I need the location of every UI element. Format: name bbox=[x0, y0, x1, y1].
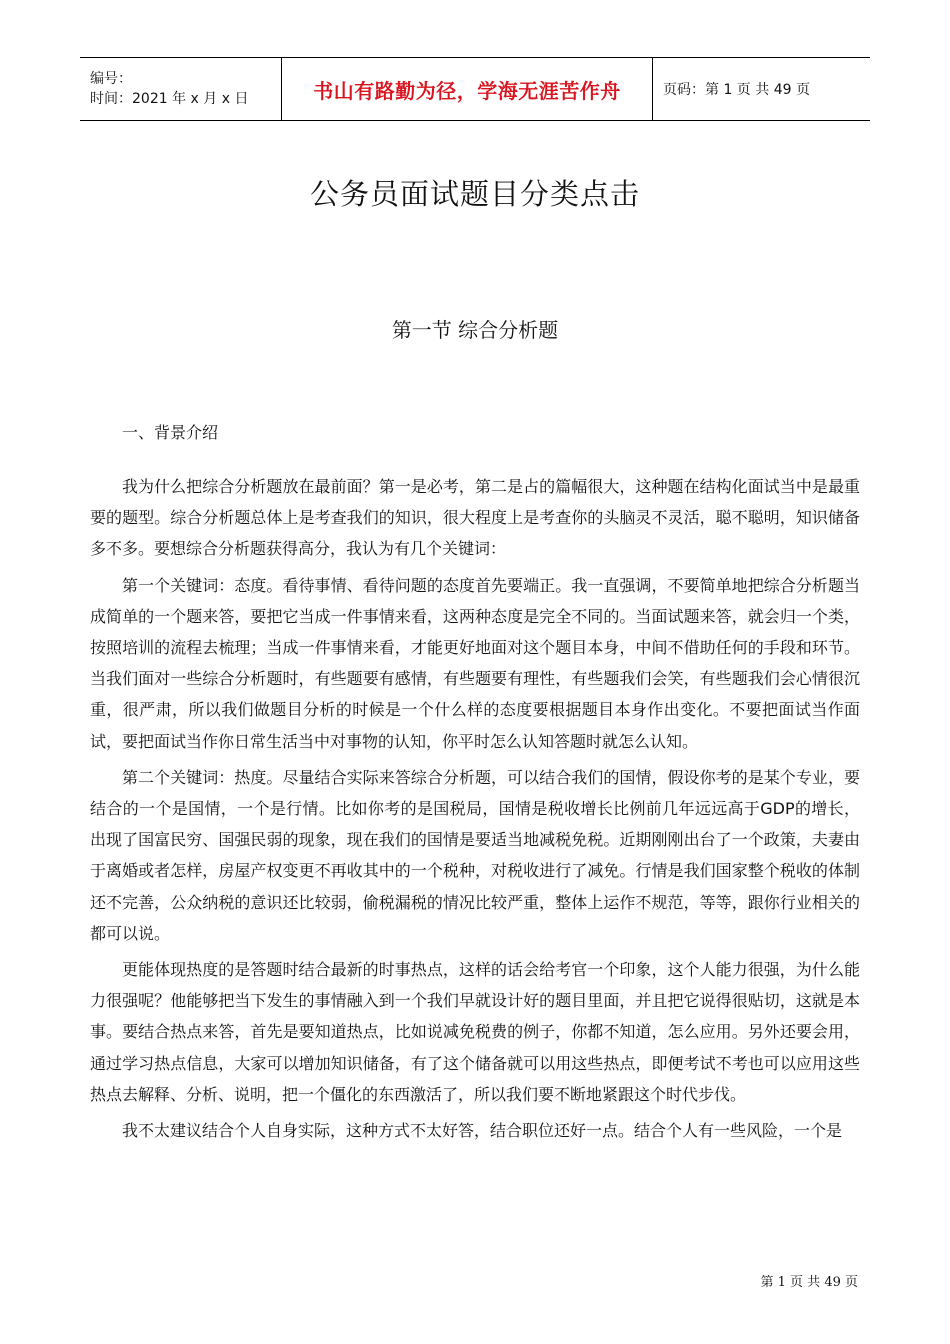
header-meta bbox=[80, 58, 281, 120]
paragraph: 更能体现热度的是答题时结合最新的时事热点，这样的话会给考官一个印象，这个人能力很强，为什么能力很强呢？他能够把当下发生的事情融入到一个我们早就设计好的题目里面，并且把它说得很贴切，这就是本事。要结合热点来答，首先是要知道热点，比如说减免税费的例子，你都不知道，怎么应用。另外还要会用，通过学习热点信息，大家可以增加知识储备，有了这个储备就可以用这些热点，即便考试不考也可以应用这些热点去解释、分析、说明，把一个僵化的东西激活了，所以我们要不断地紧跟这个时代步伐。 bbox=[90, 960, 860, 1104]
header-page-code: 页码：第 1 页 共 49 页 bbox=[663, 82, 810, 98]
document-body bbox=[90, 471, 860, 1151]
document-number-label: 编号： bbox=[90, 71, 132, 87]
paragraph: 第二个关键词：热度。尽量结合实际来答综合分析题，可以结合我们的国情，假设你考的是某个专业，要结合的一个是国情，一个是行情。比如你考的是国税局，国情是税收增长比例前几年远远高于GDP的增长，出现了国富民穷、国强民弱的现象，现在我们的国情是要适当地减税免税。近期刚刚出台了一个政策，夫妻由于离婚或者怎样，房屋产权变更不再收其中的一个税种，对税收进行了减免。行情是我们国家整个税收的体制还不完善，公众纳税的意识还比较弱，偷税漏税的情况比较严重，整体上运作不规范，等等，跟你行业相关的都可以说。 bbox=[90, 767, 860, 943]
section-title: 第一节 综合分析题 bbox=[391, 318, 559, 342]
document-title: 公务员面试题目分类点击 bbox=[309, 177, 640, 211]
subheading-background: 一、背景介绍 bbox=[122, 423, 219, 442]
page-header bbox=[80, 57, 870, 121]
paragraph: 我不太建议结合个人自身实际，这种方式不太好答，结合职位还好一点。结合个人有一些风险，一个是 bbox=[122, 1121, 843, 1141]
document-time-label: 时间：2021 年 x 月 x 日 bbox=[90, 91, 249, 107]
paragraph: 第一个关键词：态度。看待事情、看待问题的态度首先要端正。我一直强调，不要简单地把综合分析题当成简单的一个题来答，要把它当成一件事情来看，这两种态度是完全不同的。当面试题来答，就会归一个类，按照培训的流程去梳理；当成一件事情来看，才能更好地面对这个题目本身，中间不借助任何的手段和环节。当我们面对一些综合分析题时，有些题要有感情，有些题要有理性，有些题我们会笑，有些题我们会心情很沉重，很严肃，所以我们做题目分析的时候是一个什么样的态度要根据题目本身作出变化。不要把面试当作面试，要把面试当作你日常生活当中对事物的认知，你平时怎么认知答题时就怎么认知。 bbox=[90, 575, 860, 751]
page-footer-indicator: 第 1 页 共 49 页 bbox=[760, 1275, 858, 1290]
header-motto: 书山有路勤为径，学海无涯苦作舟 bbox=[281, 58, 653, 120]
paragraph: 我为什么把综合分析题放在最前面？第一是必考，第二是占的篇幅很大，这种题在结构化面试当中是最重要的题型。综合分析题总体上是考查我们的知识，很大程度上是考查你的头脑灵不灵活，聪不聪明，知识储备多不多。要想综合分析题获得高分，我认为有几个关键词： bbox=[90, 477, 860, 559]
